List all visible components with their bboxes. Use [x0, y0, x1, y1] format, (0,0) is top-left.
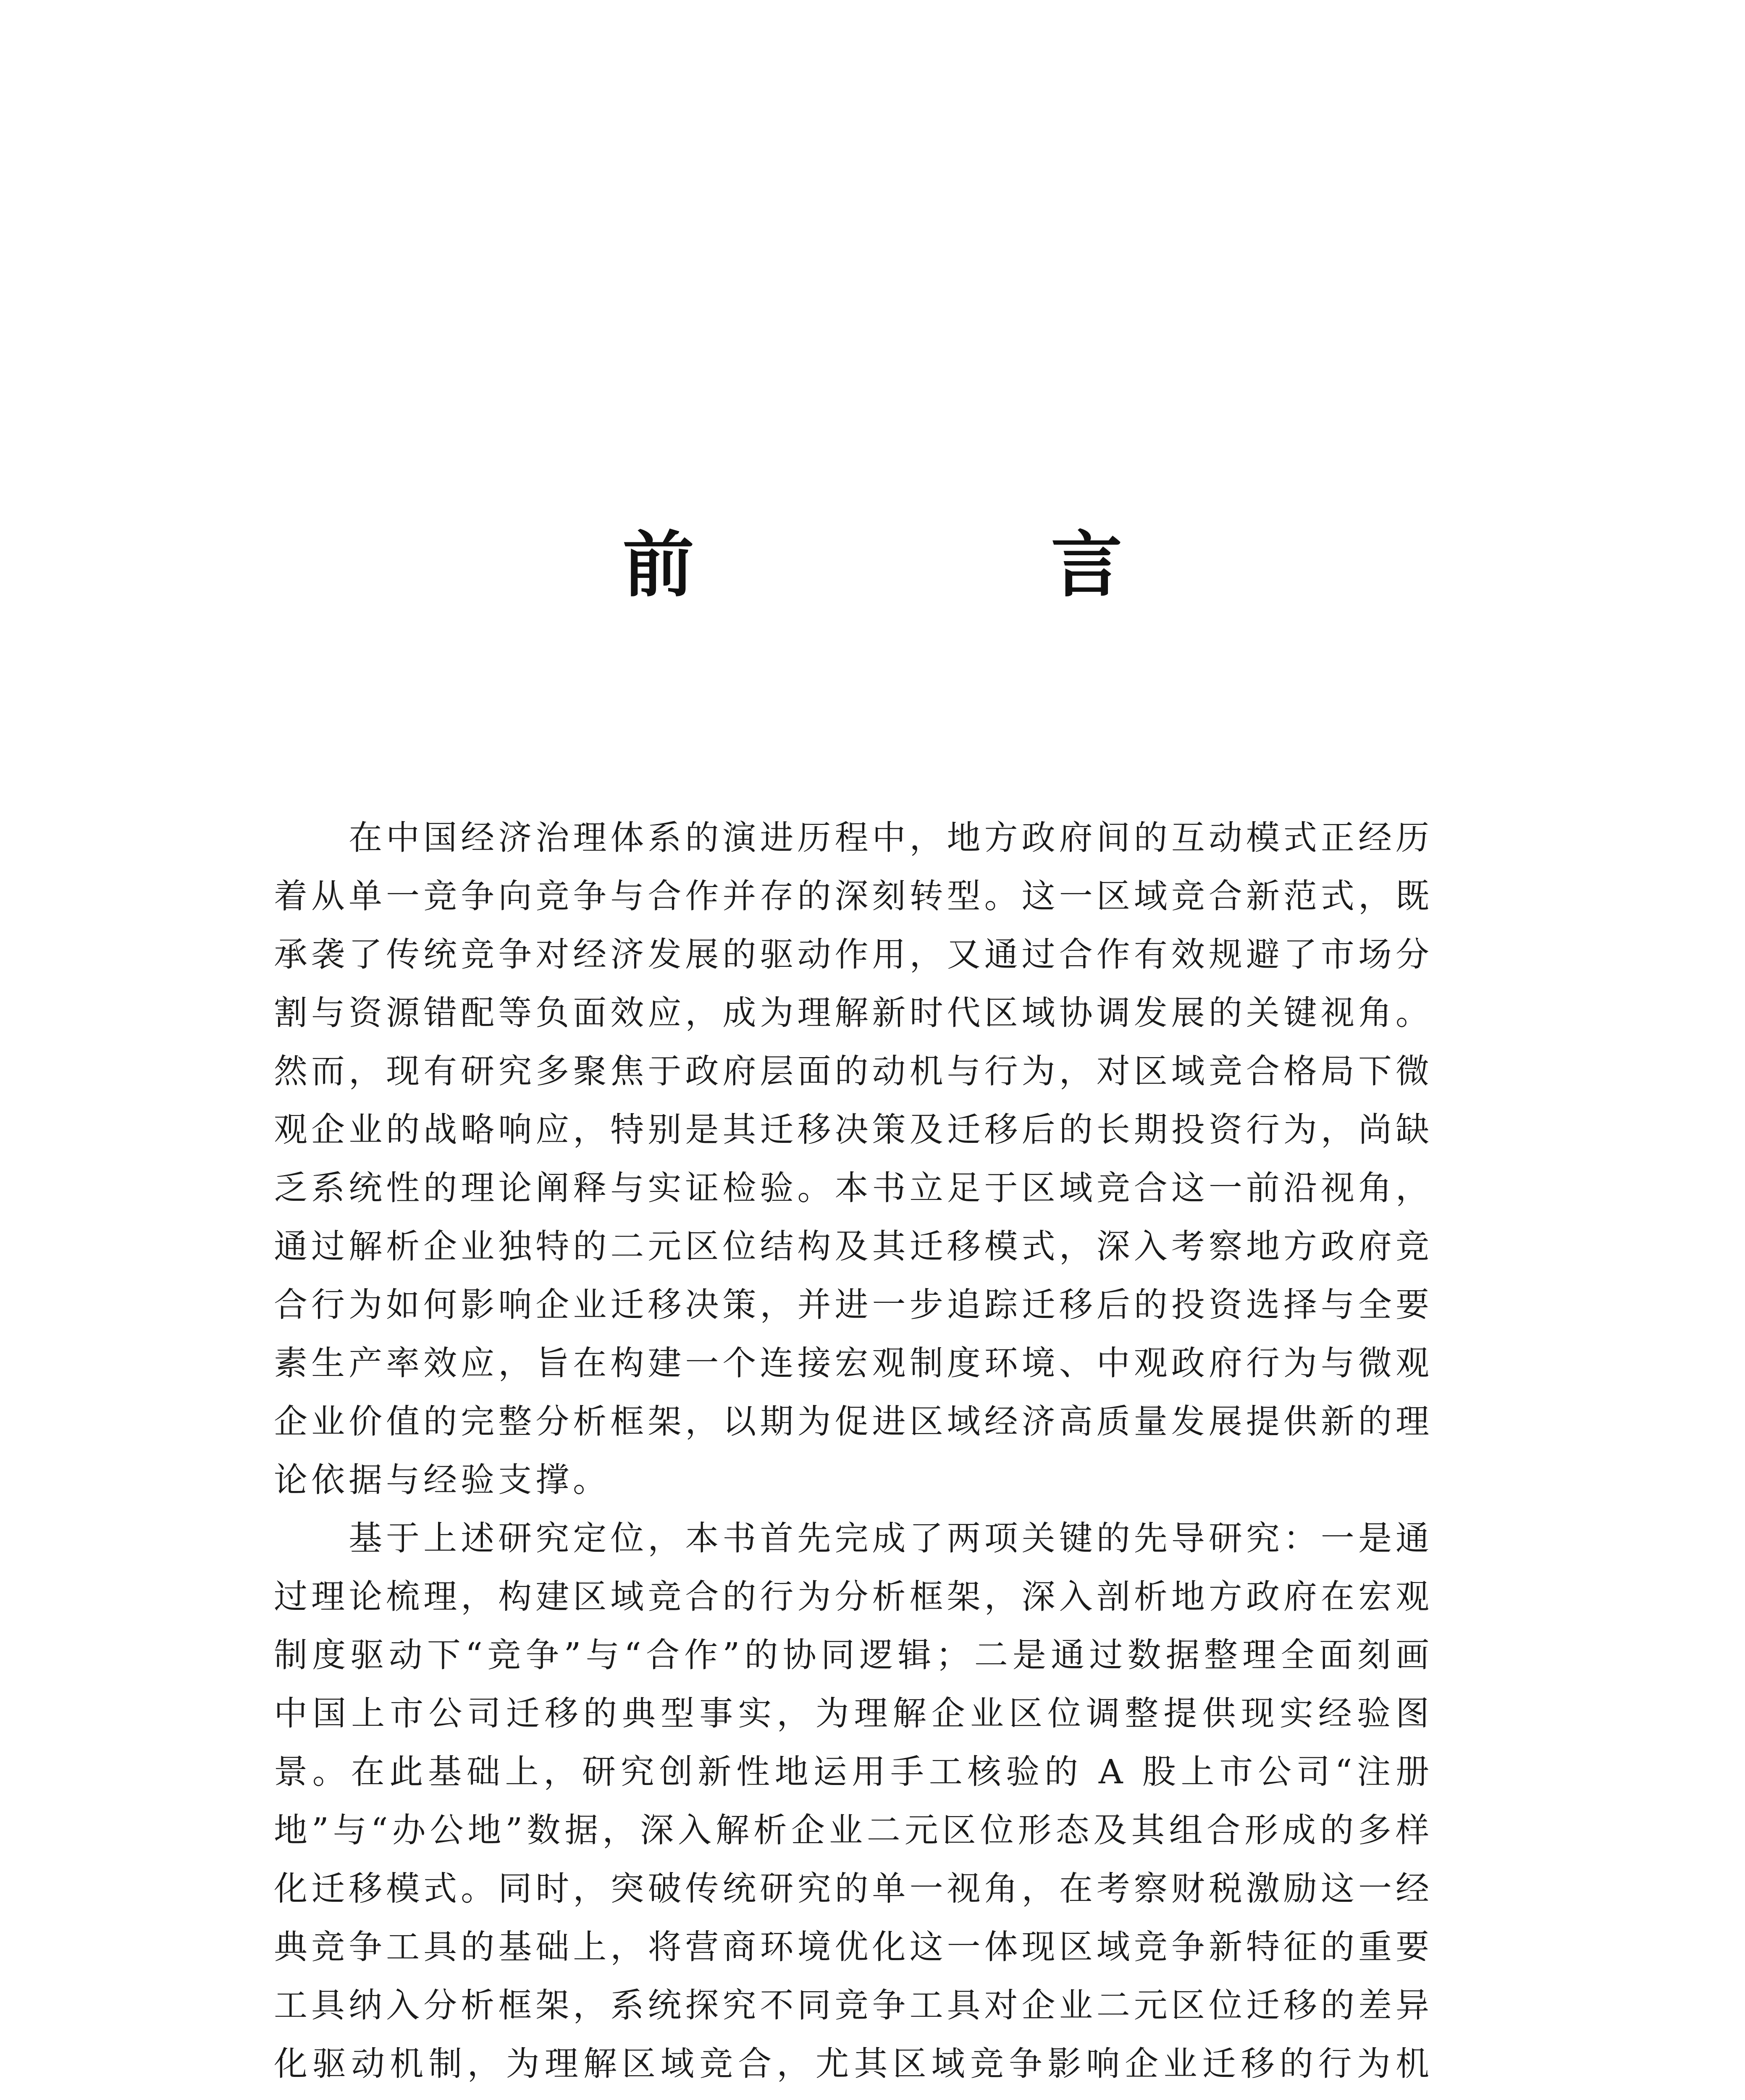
page-title: 前 言 [622, 523, 1265, 607]
body-text [274, 808, 1433, 2100]
paragraph-2: 基于上述研究定位，本书首先完成了两项关键的先导研究：一是通过理论梳理，构建区域竞合的行为分析框架，深入剖析地方政府在宏观制度驱动下“竞争”与“合作”的协同逻辑；二是通过数据整理全面刻画中国上市公司迁移的典型事实，为理解企业区位调整提供现实经验图景。在此基础上，研究创新性地运用手工核验的 A 股上市公司“注册地”与“办公地”数据，深入解析企业二元区位形态及其组合形成的多样化迁移模式。同时，突破传统研究的单一视角，在考察财税激励这一经典竞争工具的基础上，将营商环境优化这一体现区域竞争新特征的重要工具纳入分析框架，系统探究不同竞争工具对企业二元区位迁移的差异化驱动机制，为理解区域竞合，尤其区域竞争影响企业迁移的行为机 [274, 1519, 1433, 2083]
paragraph-1: 在中国经济治理体系的演进历程中，地方政府间的互动模式正经历着从单一竞争向竞争与合作并存的深刻转型。这一区域竞合新范式，既承袭了传统竞争对经济发展的驱动作用，又通过合作有效规避了市场分割与资源错配等负面效应，成为理解新时代区域协调发展的关键视角。然而，现有研究多聚焦于政府层面的动机与行为，对区域竞合格局下微观企业的战略响应，特别是其迁移决策及迁移后的长期投资行为，尚缺乏系统性的理论阐释与实证检验。本书立足于区域竞合这一前沿视角，通过解析企业独特的二元区位结构及其迁移模式，深入考察地方政府竞合行为如何影响企业迁移决策，并进一步追踪迁移后的投资选择与全要素生产率效应，旨在构建一个连接宏观制度环境、中观政府行为与微观企业价值的完整分析框架，以期为促进区域经济高质量发展提供新的理论依据与经验支撑。 [274, 818, 1433, 1499]
